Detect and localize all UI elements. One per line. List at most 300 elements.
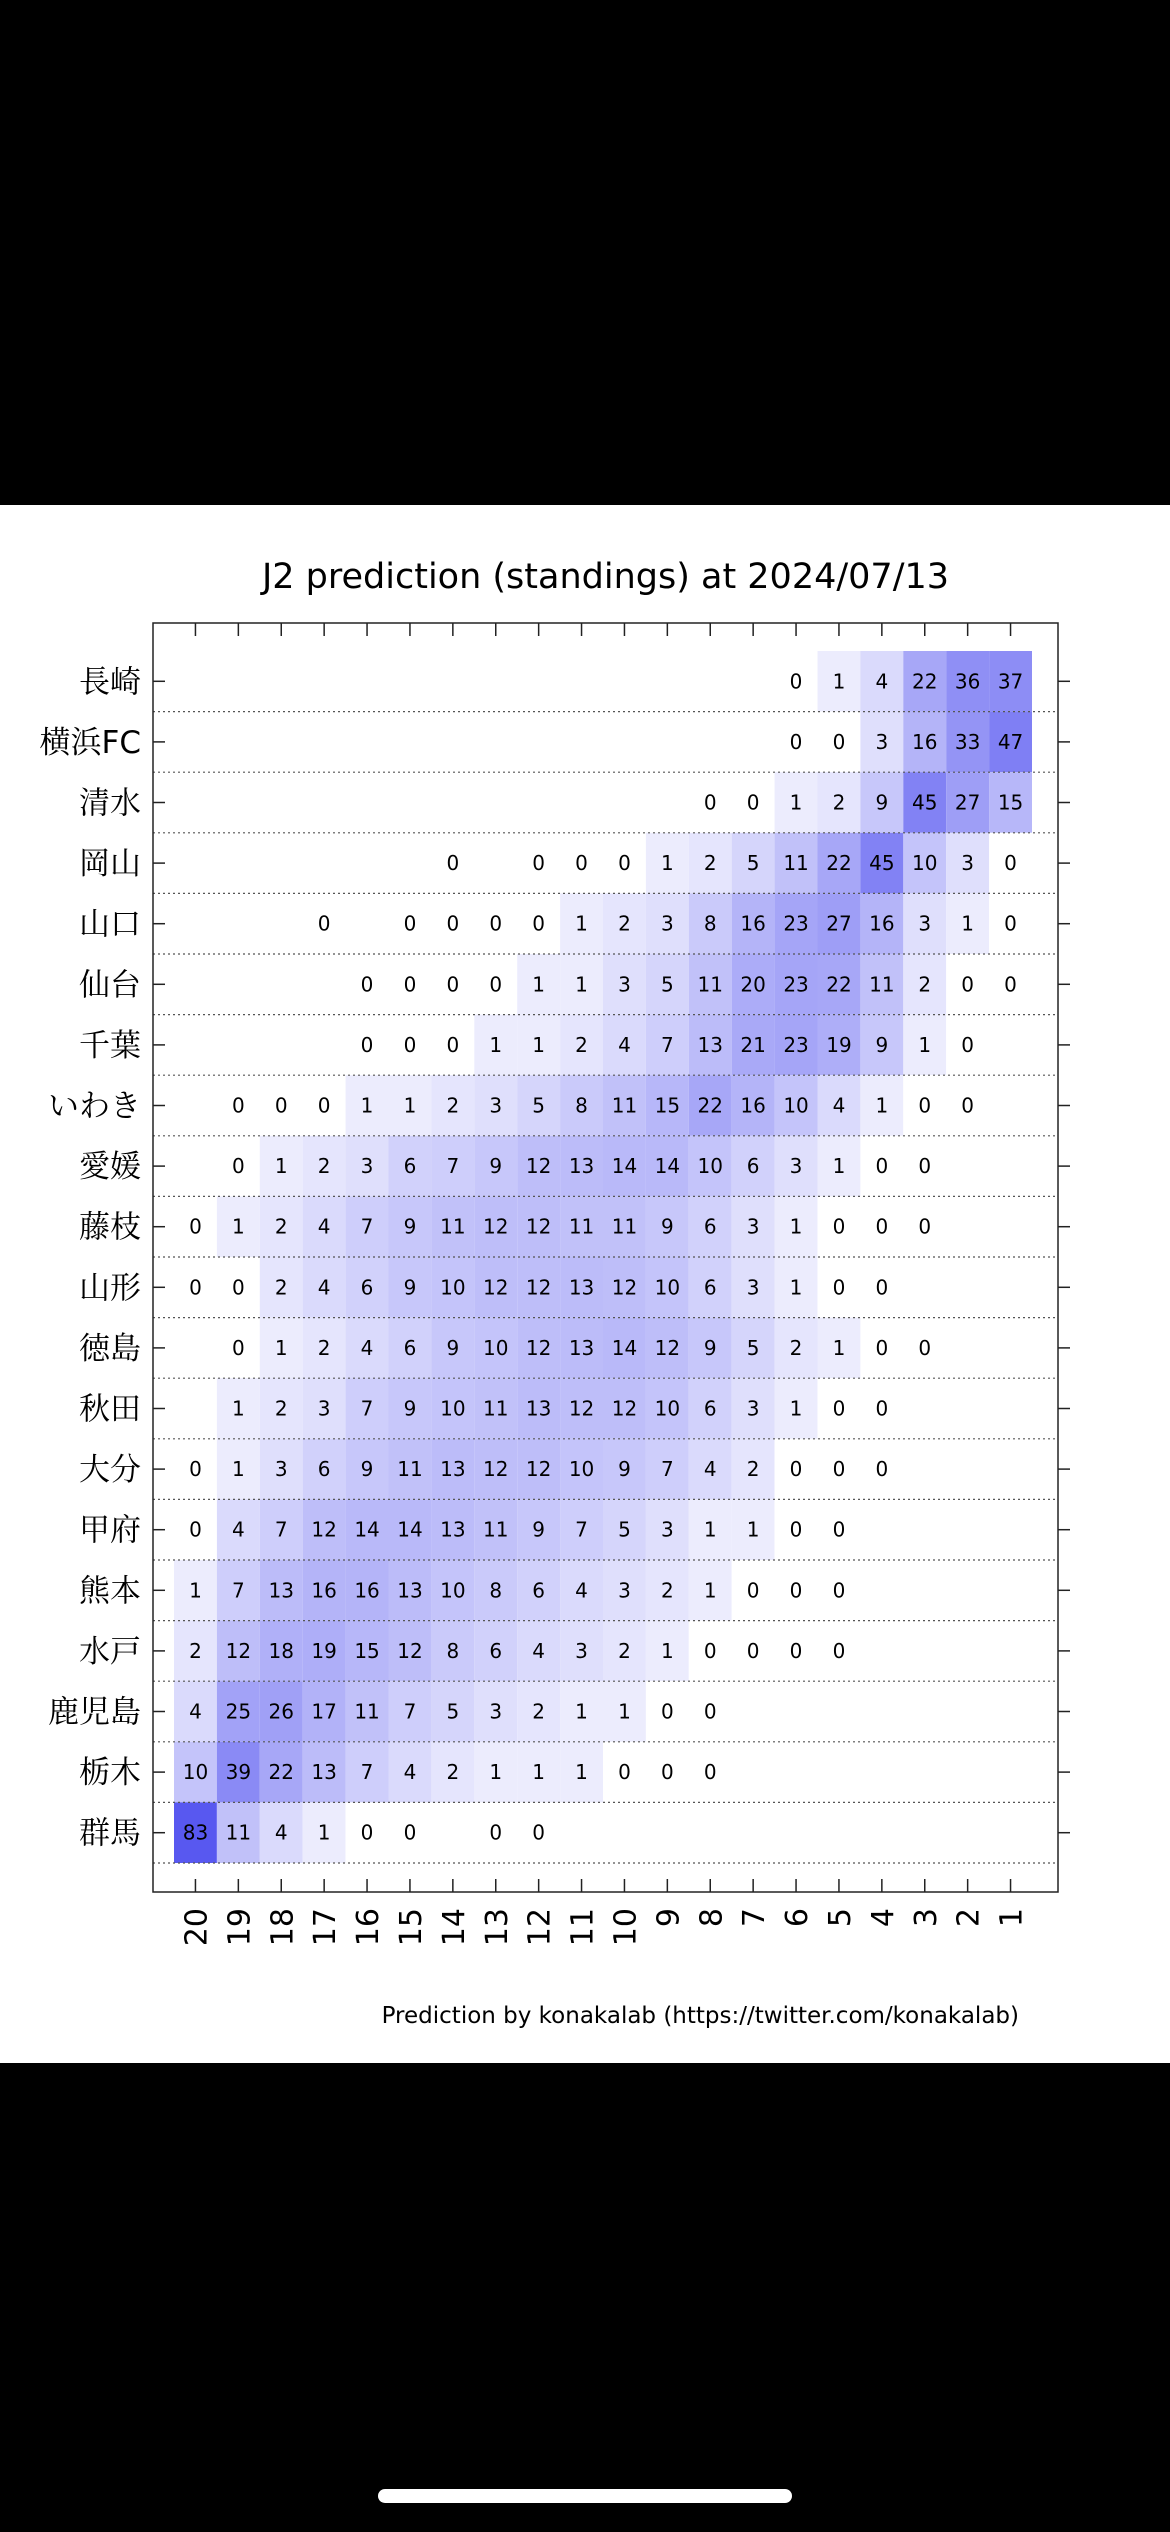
cell-value-label: 0	[789, 1457, 803, 1482]
cell-value-label: 12	[525, 1335, 552, 1360]
cell-value-label: 13	[568, 1154, 595, 1179]
cell-value-label: 10	[568, 1457, 595, 1482]
cell-value-label: 3	[618, 972, 631, 997]
cell-value-label: 0	[489, 972, 503, 997]
cell-value-label: 7	[446, 1154, 460, 1179]
cell-value-label: 0	[446, 911, 460, 936]
x-tick-label: 4	[865, 1908, 901, 1928]
cell-value-label: 3	[489, 1093, 503, 1118]
cell-value-label: 1	[231, 1214, 245, 1239]
x-tick-label: 14	[436, 1908, 472, 1947]
cell-value-label: 3	[618, 1578, 631, 1603]
cell-value-label: 4	[618, 1032, 631, 1057]
x-tick-label: 10	[608, 1908, 644, 1947]
cell-value-label: 6	[746, 1154, 760, 1179]
x-tick-label: 6	[780, 1908, 816, 1928]
x-tick-label: 16	[351, 1908, 387, 1947]
cell-value-label: 5	[746, 1335, 760, 1360]
cell-value-label: 4	[274, 1820, 288, 1845]
cell-value-label: 0	[918, 1093, 932, 1118]
team-label: 群馬	[79, 1815, 141, 1852]
cell-value-label: 7	[360, 1760, 374, 1785]
cell-value-label: 1	[575, 1699, 588, 1724]
cell-value-label: 4	[231, 1517, 245, 1542]
team-label: 長崎	[79, 664, 141, 701]
cell-value-label: 45	[869, 851, 895, 876]
cell-value-label: 19	[826, 1032, 852, 1057]
cell-value-label: 16	[740, 911, 766, 936]
cell-value-label: 2	[789, 1335, 803, 1360]
cell-value-label: 0	[832, 1214, 846, 1239]
team-label: 甲府	[79, 1512, 141, 1549]
cell-value-label: 1	[789, 1396, 803, 1421]
cell-value-label: 9	[360, 1457, 374, 1482]
team-label: 徳島	[79, 1330, 141, 1367]
cell-value-label: 2	[274, 1275, 288, 1300]
cell-value-label: 0	[1004, 851, 1017, 876]
cell-value-label: 7	[231, 1578, 245, 1603]
cell-value-label: 0	[789, 1578, 803, 1603]
x-tick-label: 1	[994, 1908, 1030, 1928]
cell-value-label: 13	[568, 1275, 595, 1300]
cell-value-label: 1	[489, 1760, 503, 1785]
cell-value-label: 0	[403, 972, 417, 997]
cell-value-label: 0	[789, 669, 803, 694]
cell-value-label: 15	[997, 790, 1024, 815]
cell-value-label: 0	[832, 1517, 846, 1542]
cell-value-label: 13	[568, 1335, 595, 1360]
cell-value-label: 6	[703, 1275, 717, 1300]
cell-value-label: 0	[317, 911, 331, 936]
cell-value-label: 15	[654, 1093, 681, 1118]
cell-value-label: 6	[317, 1457, 331, 1482]
cell-value-label: 0	[961, 1032, 975, 1057]
cell-value-label: 2	[274, 1396, 288, 1421]
cell-value-label: 12	[525, 1457, 552, 1482]
cell-value-label: 7	[575, 1517, 588, 1542]
cell-value-label: 16	[740, 1093, 766, 1118]
cell-value-label: 12	[225, 1638, 252, 1663]
cell-value-label: 0	[231, 1275, 245, 1300]
cell-value-label: 3	[317, 1396, 331, 1421]
home-indicator	[378, 2489, 792, 2503]
x-tick-label: 3	[908, 1908, 944, 1928]
cell-value-label: 0	[703, 1760, 717, 1785]
cell-value-label: 0	[875, 1214, 889, 1239]
cell-value-label: 0	[703, 1699, 717, 1724]
cell-value-label: 0	[1004, 911, 1017, 936]
cell-value-label: 11	[783, 851, 809, 876]
cell-value-label: 12	[397, 1638, 423, 1663]
x-tick-label: 2	[951, 1908, 987, 1928]
cell-value-label: 8	[489, 1578, 503, 1603]
cell-value-label: 3	[918, 911, 932, 936]
cell-value-label: 4	[189, 1699, 202, 1724]
cell-value-label: 0	[360, 1820, 374, 1845]
cell-value-label: 0	[660, 1699, 674, 1724]
cell-value-label: 12	[483, 1457, 509, 1482]
cell-value-label: 13	[397, 1578, 423, 1603]
cell-value-label: 0	[746, 1638, 760, 1663]
cell-value-label: 0	[832, 1275, 846, 1300]
cell-value-label: 0	[403, 911, 417, 936]
cell-value-label: 23	[783, 1032, 809, 1057]
team-label: 千葉	[79, 1027, 141, 1064]
cell-value-label: 10	[654, 1275, 681, 1300]
cell-value-label: 17	[311, 1699, 337, 1724]
cell-value-label: 7	[660, 1032, 674, 1057]
cell-value-label: 7	[360, 1396, 374, 1421]
cell-value-label: 11	[483, 1396, 509, 1421]
cell-value-label: 4	[317, 1214, 331, 1239]
cell-value-label: 21	[740, 1032, 766, 1057]
x-tick-label: 20	[179, 1908, 215, 1947]
cell-value-label: 0	[189, 1214, 202, 1239]
cell-value-label: 26	[268, 1699, 294, 1724]
cell-value-label: 1	[403, 1093, 417, 1118]
cell-value-label: 12	[483, 1214, 509, 1239]
cell-value-label: 36	[954, 669, 981, 694]
x-tick-label: 12	[522, 1908, 558, 1947]
cell-value-label: 9	[703, 1335, 717, 1360]
cell-value-label: 0	[532, 911, 546, 936]
cell-value-label: 9	[618, 1457, 631, 1482]
cell-value-label: 1	[832, 1335, 846, 1360]
cell-value-label: 0	[961, 972, 975, 997]
x-tick-label: 7	[737, 1908, 773, 1928]
cell-value-label: 0	[832, 1638, 846, 1663]
cell-value-label: 2	[317, 1154, 331, 1179]
cell-value-label: 1	[575, 911, 588, 936]
cell-value-label: 0	[618, 851, 631, 876]
cell-value-label: 1	[832, 1154, 846, 1179]
cell-value-label: 9	[446, 1335, 460, 1360]
cell-value-label: 9	[660, 1214, 674, 1239]
cell-value-label: 19	[311, 1638, 337, 1663]
cell-value-label: 18	[268, 1638, 294, 1663]
cell-value-label: 0	[317, 1093, 331, 1118]
cell-value-label: 0	[875, 1275, 889, 1300]
cell-value-label: 12	[311, 1517, 337, 1542]
cell-value-label: 0	[703, 1638, 717, 1663]
cell-value-label: 0	[360, 972, 374, 997]
x-tick-label: 17	[308, 1908, 344, 1947]
cell-value-label: 1	[274, 1335, 288, 1360]
cell-value-label: 3	[660, 911, 674, 936]
cell-value-label: 11	[869, 972, 895, 997]
cell-value-label: 0	[746, 1578, 760, 1603]
cell-value-label: 0	[189, 1457, 202, 1482]
cell-value-label: 2	[918, 972, 932, 997]
cell-value-label: 5	[532, 1093, 546, 1118]
cell-value-label: 0	[532, 851, 546, 876]
cell-value-label: 0	[1004, 972, 1017, 997]
cell-value-label: 1	[532, 1032, 546, 1057]
cell-value-label: 12	[611, 1275, 638, 1300]
cell-value-label: 1	[703, 1517, 717, 1542]
cell-value-label: 13	[311, 1760, 337, 1785]
cell-value-label: 1	[875, 1093, 889, 1118]
cell-value-label: 2	[317, 1335, 331, 1360]
cell-value-label: 0	[189, 1275, 202, 1300]
cell-value-label: 0	[875, 1457, 889, 1482]
cell-value-label: 1	[789, 1214, 803, 1239]
cell-value-label: 2	[618, 911, 631, 936]
cell-value-label: 1	[789, 790, 803, 815]
cell-value-label: 0	[403, 1032, 417, 1057]
cell-value-label: 13	[525, 1396, 552, 1421]
cell-value-label: 9	[403, 1396, 417, 1421]
cell-value-label: 6	[703, 1396, 717, 1421]
team-label: 横浜FC	[39, 724, 141, 761]
cell-value-label: 6	[532, 1578, 546, 1603]
x-tick-label: 8	[694, 1908, 730, 1928]
cell-value-label: 0	[231, 1335, 245, 1360]
cell-value-label: 0	[446, 972, 460, 997]
cell-value-label: 1	[532, 972, 546, 997]
cell-value-label: 2	[532, 1699, 546, 1724]
cell-value-label: 4	[317, 1275, 331, 1300]
team-label: 秋田	[79, 1391, 141, 1428]
cell-value-label: 14	[611, 1335, 638, 1360]
cell-value-label: 25	[225, 1699, 252, 1724]
cell-value-label: 10	[783, 1093, 809, 1118]
cell-value-label: 5	[618, 1517, 631, 1542]
cell-value-label: 14	[611, 1154, 638, 1179]
x-tick-label: 9	[651, 1908, 687, 1928]
cell-value-label: 27	[954, 790, 981, 815]
cell-value-label: 13	[440, 1517, 466, 1542]
cell-value-label: 0	[789, 729, 803, 754]
cell-value-label: 12	[654, 1335, 681, 1360]
cell-value-label: 1	[918, 1032, 932, 1057]
chart-panel	[0, 505, 1170, 2063]
cell-value-label: 0	[832, 1457, 846, 1482]
cell-value-label: 0	[360, 1032, 374, 1057]
cell-value-label: 6	[703, 1214, 717, 1239]
team-label: 栃木	[79, 1755, 141, 1792]
cell-value-label: 9	[875, 1032, 889, 1057]
cell-value-label: 22	[697, 1093, 723, 1118]
cell-value-label: 0	[875, 1396, 889, 1421]
team-label: 山形	[79, 1270, 141, 1307]
cell-value-label: 3	[489, 1699, 503, 1724]
cell-value-label: 0	[789, 1638, 803, 1663]
cell-value-label: 12	[568, 1396, 595, 1421]
cell-value-label: 4	[360, 1335, 374, 1360]
cell-value-label: 1	[746, 1517, 760, 1542]
cell-value-label: 11	[354, 1699, 380, 1724]
cell-value-label: 10	[912, 851, 938, 876]
cell-value-label: 12	[525, 1214, 552, 1239]
cell-value-label: 3	[789, 1154, 803, 1179]
cell-value-label: 3	[961, 851, 975, 876]
cell-value-label: 0	[875, 1335, 889, 1360]
cell-value-label: 9	[875, 790, 889, 815]
cell-value-label: 11	[697, 972, 723, 997]
cell-value-label: 10	[182, 1760, 209, 1785]
cell-value-label: 0	[832, 1578, 846, 1603]
cell-value-label: 4	[575, 1578, 588, 1603]
cell-value-label: 0	[403, 1820, 417, 1845]
team-label: 岡山	[79, 846, 141, 883]
cell-value-label: 6	[403, 1154, 417, 1179]
cell-value-label: 3	[746, 1214, 760, 1239]
team-label: 大分	[79, 1452, 141, 1489]
cell-value-label: 1	[274, 1154, 288, 1179]
team-label: 山口	[79, 906, 141, 943]
credit-text: Prediction by konakalab (https://twitter.com/konakalab)	[381, 2003, 1019, 2029]
cell-value-label: 33	[954, 729, 981, 754]
cell-value-label: 0	[489, 1820, 503, 1845]
cell-value-label: 2	[618, 1638, 631, 1663]
cell-value-label: 12	[525, 1275, 552, 1300]
cell-value-label: 22	[268, 1760, 294, 1785]
x-tick-label: 19	[222, 1908, 258, 1947]
team-label: 水戸	[79, 1633, 141, 1670]
cell-value-label: 6	[489, 1638, 503, 1663]
x-tick-label: 11	[565, 1908, 601, 1947]
cell-value-label: 10	[440, 1578, 466, 1603]
cell-value-label: 3	[746, 1396, 760, 1421]
cell-value-label: 22	[912, 669, 938, 694]
x-tick-label: 15	[393, 1908, 429, 1947]
cell-value-label: 3	[360, 1154, 374, 1179]
cell-value-label: 6	[360, 1275, 374, 1300]
cell-value-label: 0	[231, 1154, 245, 1179]
cell-value-label: 22	[826, 851, 852, 876]
cell-value-label: 12	[483, 1275, 509, 1300]
cell-value-label: 27	[826, 911, 852, 936]
cell-value-label: 2	[274, 1214, 288, 1239]
cell-value-label: 0	[918, 1335, 932, 1360]
cell-value-label: 0	[918, 1154, 932, 1179]
cell-value-label: 7	[274, 1517, 288, 1542]
cell-value-label: 20	[740, 972, 766, 997]
cell-value-label: 16	[869, 911, 895, 936]
cell-value-label: 9	[532, 1517, 546, 1542]
cell-value-label: 11	[397, 1457, 423, 1482]
cell-value-label: 0	[575, 851, 588, 876]
cell-value-label: 11	[440, 1214, 466, 1239]
cell-value-label: 0	[618, 1760, 631, 1785]
cell-value-label: 12	[611, 1396, 638, 1421]
cell-value-label: 1	[703, 1578, 717, 1603]
cell-value-label: 0	[918, 1214, 932, 1239]
cell-value-label: 1	[489, 1032, 503, 1057]
cell-value-label: 23	[783, 972, 809, 997]
cell-value-label: 10	[654, 1396, 681, 1421]
cell-value-label: 0	[789, 1517, 803, 1542]
cell-value-label: 1	[832, 669, 846, 694]
cell-value-label: 4	[403, 1760, 417, 1785]
cell-value-label: 14	[654, 1154, 681, 1179]
cell-value-label: 0	[189, 1517, 202, 1542]
cell-value-label: 7	[403, 1699, 417, 1724]
cell-value-label: 0	[832, 729, 846, 754]
cell-value-label: 0	[274, 1093, 288, 1118]
cell-value-label: 1	[231, 1396, 245, 1421]
cell-value-label: 16	[354, 1578, 380, 1603]
cell-value-label: 0	[489, 911, 503, 936]
cell-value-label: 0	[832, 1396, 846, 1421]
cell-value-label: 8	[446, 1638, 460, 1663]
cell-value-label: 8	[703, 911, 717, 936]
cell-value-label: 10	[483, 1335, 509, 1360]
cell-value-label: 0	[961, 1093, 975, 1118]
cell-value-label: 9	[403, 1214, 417, 1239]
cell-value-label: 10	[697, 1154, 723, 1179]
cell-value-label: 4	[703, 1457, 717, 1482]
cell-value-label: 1	[660, 851, 674, 876]
cell-value-label: 13	[697, 1032, 723, 1057]
cell-value-label: 2	[575, 1032, 588, 1057]
cell-value-label: 1	[961, 911, 975, 936]
cell-value-label: 2	[189, 1638, 202, 1663]
cell-value-label: 37	[997, 669, 1024, 694]
cell-value-label: 1	[575, 1760, 588, 1785]
cell-value-label: 14	[354, 1517, 380, 1542]
cell-value-label: 4	[532, 1638, 546, 1663]
cell-value-label: 47	[997, 729, 1024, 754]
cell-value-label: 2	[746, 1457, 760, 1482]
cell-value-label: 13	[440, 1457, 466, 1482]
team-label: 鹿児島	[48, 1694, 141, 1731]
cell-value-label: 16	[912, 729, 938, 754]
cell-value-label: 0	[660, 1760, 674, 1785]
cell-value-label: 5	[446, 1699, 460, 1724]
cell-value-label: 10	[440, 1396, 466, 1421]
cell-value-label: 3	[746, 1275, 760, 1300]
cell-value-label: 9	[403, 1275, 417, 1300]
cell-value-label: 11	[225, 1820, 252, 1845]
cell-value-label: 2	[660, 1578, 674, 1603]
cell-value-label: 0	[532, 1820, 546, 1845]
cell-value-label: 0	[875, 1154, 889, 1179]
cell-value-label: 15	[354, 1638, 380, 1663]
cell-value-label: 3	[660, 1517, 674, 1542]
cell-value-label: 2	[832, 790, 846, 815]
team-label: いわき	[48, 1088, 141, 1125]
cell-value-label: 23	[783, 911, 809, 936]
team-label: 愛媛	[79, 1149, 141, 1186]
cell-value-label: 1	[660, 1638, 674, 1663]
cell-value-label: 0	[703, 790, 717, 815]
cell-value-label: 0	[446, 851, 460, 876]
cell-value-label: 1	[231, 1457, 245, 1482]
standings-heatmap	[0, 505, 1170, 2063]
cell-value-label: 1	[317, 1820, 331, 1845]
team-label: 熊本	[79, 1573, 141, 1610]
cell-value-label: 12	[525, 1154, 552, 1179]
cell-value-label: 16	[311, 1578, 337, 1603]
team-label: 藤枝	[79, 1209, 141, 1246]
cell-value-label: 22	[826, 972, 852, 997]
cell-value-label: 7	[360, 1214, 374, 1239]
cell-value-label: 1	[189, 1578, 202, 1603]
cell-value-label: 13	[268, 1578, 294, 1603]
cell-value-label: 11	[568, 1214, 595, 1239]
x-tick-label: 5	[822, 1908, 858, 1928]
cell-value-label: 7	[660, 1457, 674, 1482]
cell-value-label: 1	[575, 972, 588, 997]
cell-value-label: 1	[360, 1093, 374, 1118]
cell-value-label: 2	[446, 1760, 460, 1785]
team-label: 清水	[79, 785, 141, 822]
cell-value-label: 9	[489, 1154, 503, 1179]
x-tick-label: 13	[479, 1908, 515, 1947]
cell-value-label: 8	[575, 1093, 588, 1118]
